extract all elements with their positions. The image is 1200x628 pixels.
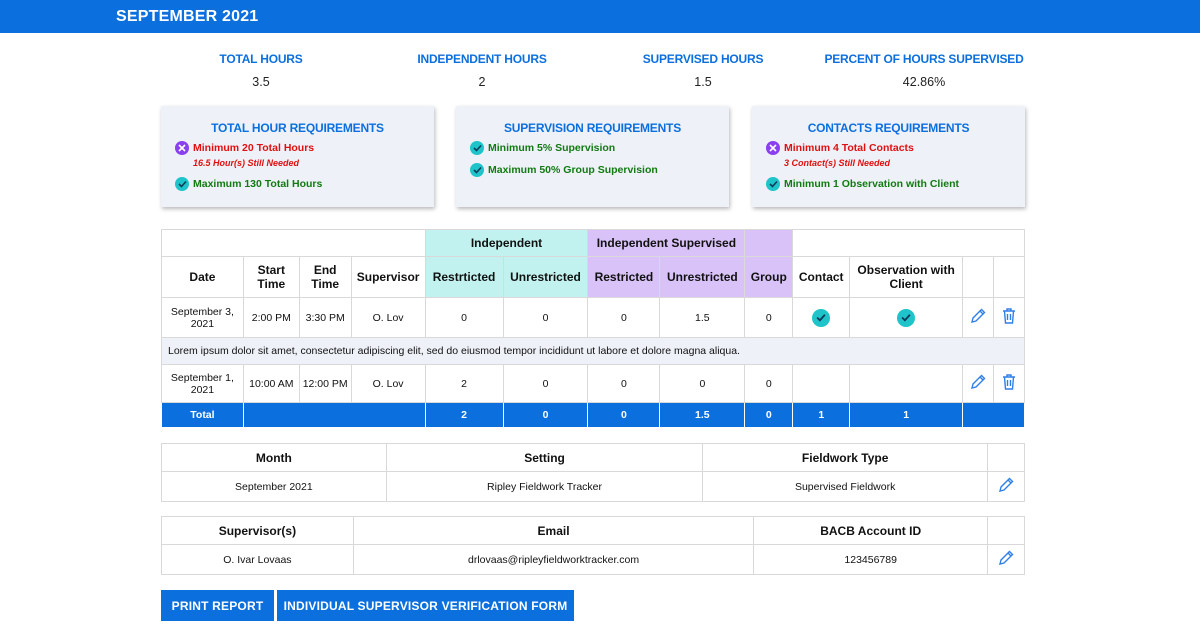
col-start-time: Start Time xyxy=(243,257,299,298)
cell-ind-restricted: 0 xyxy=(425,298,503,338)
col-ind-restricted: Restrticted xyxy=(425,257,503,298)
total-blank xyxy=(963,403,1025,428)
header-fieldwork-type: Fieldwork Type xyxy=(703,444,988,472)
stat-label: PERCENT OF HOURS SUPERVISED xyxy=(824,52,1024,66)
cell-delete xyxy=(993,365,1024,403)
fieldwork-info-table xyxy=(161,443,1025,502)
table-row xyxy=(162,365,1025,403)
value-month: September 2021 xyxy=(162,472,387,502)
page-title: SEPTEMBER 2021 xyxy=(116,8,259,25)
cell-edit xyxy=(987,472,1024,502)
requirement-text: Maximum 50% Group Supervision xyxy=(488,164,658,176)
header-edit xyxy=(987,444,1024,472)
cell-edit xyxy=(988,545,1025,575)
supervisor-verification-form-button[interactable]: INDIVIDUAL SUPERVISOR VERIFICATION FORM xyxy=(277,590,574,621)
cell-date: September 1, 2021 xyxy=(162,365,244,403)
cell-contact xyxy=(793,298,850,338)
check-circle-icon xyxy=(812,309,830,327)
group-spacer-header xyxy=(745,230,793,257)
cell-ind-restricted: 2 xyxy=(425,365,503,403)
stat-percent-supervised xyxy=(824,52,1024,89)
stat-value: 42.86% xyxy=(902,75,946,89)
cell-date: September 3, 2021 xyxy=(162,298,244,338)
requirement-text: Maximum 130 Total Hours xyxy=(193,178,323,190)
cell-end: 3:30 PM xyxy=(299,298,351,338)
cell-start: 2:00 PM xyxy=(243,298,299,338)
cell-supervisor: O. Lov xyxy=(351,298,425,338)
total-ind-restricted: 2 xyxy=(425,403,503,428)
requirement-item xyxy=(175,177,322,191)
total-group: 0 xyxy=(745,403,793,428)
top-bar xyxy=(0,0,1200,33)
requirement-item xyxy=(766,177,959,191)
pencil-icon[interactable] xyxy=(997,476,1015,494)
pencil-icon[interactable] xyxy=(969,307,987,325)
cell-sup-unrestricted: 0 xyxy=(660,365,745,403)
cell-group: 0 xyxy=(745,298,793,338)
cell-contact xyxy=(793,365,850,403)
value-email: drlovaas@ripleyfieldworktracker.com xyxy=(353,545,754,575)
supervisor-info-table xyxy=(161,516,1025,575)
cell-ind-unrestricted: 0 xyxy=(503,365,588,403)
cell-group: 0 xyxy=(745,365,793,403)
check-circle-icon xyxy=(175,177,189,191)
stat-label: INDEPENDENT HOURS xyxy=(417,52,547,66)
stat-value: 3.5 xyxy=(252,75,270,89)
check-circle-icon xyxy=(897,309,915,327)
col-delete xyxy=(993,257,1024,298)
blank-header xyxy=(793,230,1025,257)
requirement-item xyxy=(470,141,615,155)
info-value-row xyxy=(162,545,1025,575)
col-end-time: End Time xyxy=(299,257,351,298)
header-month: Month xyxy=(162,444,387,472)
supervised-group-header: Independent Supervised xyxy=(588,230,745,257)
total-blank xyxy=(243,403,425,428)
print-report-button[interactable]: PRINT REPORT xyxy=(161,590,274,621)
requirement-text: Minimum 20 Total Hours xyxy=(193,142,315,154)
requirement-note: 3 Contact(s) Still Needed xyxy=(784,158,891,168)
stat-label: SUPERVISED HOURS xyxy=(642,52,764,66)
cell-delete xyxy=(993,298,1024,338)
note-text: Lorem ipsum dolor sit amet, consectetur adipiscing elit, sed do eiusmod tempor incididunt ut labore et dolore magna aliqua. xyxy=(162,338,1025,365)
value-fieldwork-type: Supervised Fieldwork xyxy=(703,472,988,502)
header-supervisors: Supervisor(s) xyxy=(162,517,354,545)
total-sup-unrestricted: 1.5 xyxy=(660,403,745,428)
col-edit xyxy=(963,257,994,298)
stat-total-hours xyxy=(161,52,361,89)
row-note xyxy=(162,338,1025,365)
header-edit xyxy=(988,517,1025,545)
stat-supervised-hours xyxy=(603,52,803,89)
check-circle-icon xyxy=(470,163,484,177)
cell-edit xyxy=(963,298,994,338)
value-setting: Ripley Fieldwork Tracker xyxy=(386,472,703,502)
info-value-row xyxy=(162,472,1025,502)
cell-sup-unrestricted: 1.5 xyxy=(660,298,745,338)
x-circle-icon xyxy=(175,141,189,155)
card-title: CONTACTS REQUIREMENTS xyxy=(807,121,970,135)
blank-header xyxy=(162,230,426,257)
supervision-requirements-card xyxy=(456,106,729,207)
col-group: Group xyxy=(745,257,793,298)
x-circle-icon xyxy=(766,141,780,155)
cell-observation xyxy=(850,298,963,338)
col-ind-unrestricted: Unrestricted xyxy=(503,257,588,298)
table-row xyxy=(162,298,1025,338)
value-supervisors: O. Ivar Lovaas xyxy=(162,545,354,575)
requirement-text: Minimum 4 Total Contacts xyxy=(784,142,914,154)
pencil-icon[interactable] xyxy=(997,549,1015,567)
header-email: Email xyxy=(353,517,754,545)
col-supervisor: Supervisor xyxy=(351,257,425,298)
column-header-row xyxy=(162,257,1025,298)
cell-ind-unrestricted: 0 xyxy=(503,298,588,338)
card-title: SUPERVISION REQUIREMENTS xyxy=(503,121,681,135)
card-title: TOTAL HOUR REQUIREMENTS xyxy=(211,121,384,135)
requirement-text: Minimum 1 Observation with Client xyxy=(784,178,960,190)
requirement-item xyxy=(766,141,914,155)
header-bacb: BACB Account ID xyxy=(754,517,988,545)
total-label: Total xyxy=(162,403,244,428)
total-observation: 1 xyxy=(850,403,963,428)
cell-observation xyxy=(850,365,963,403)
requirement-item xyxy=(470,163,658,177)
trash-icon[interactable] xyxy=(1001,373,1017,391)
total-row xyxy=(162,403,1025,428)
col-observation: Observation with Client xyxy=(850,257,963,298)
group-header-row xyxy=(162,230,1025,257)
trash-icon[interactable] xyxy=(1001,307,1017,325)
cell-supervisor: O. Lov xyxy=(351,365,425,403)
stat-label: TOTAL HOURS xyxy=(219,52,303,66)
info-header-row xyxy=(162,444,1025,472)
value-bacb: 123456789 xyxy=(754,545,988,575)
stat-independent-hours xyxy=(382,52,582,89)
requirement-note: 16.5 Hour(s) Still Needed xyxy=(193,158,300,168)
stat-value: 2 xyxy=(478,75,486,89)
col-contact: Contact xyxy=(793,257,850,298)
total-hour-requirements-card xyxy=(161,106,434,207)
hours-log-table xyxy=(161,229,1025,428)
independent-group-header: Independent xyxy=(425,230,588,257)
info-header-row xyxy=(162,517,1025,545)
total-ind-unrestricted: 0 xyxy=(503,403,588,428)
stat-value: 1.5 xyxy=(694,75,712,89)
col-sup-unrestricted: Unrestricted xyxy=(660,257,745,298)
check-circle-icon xyxy=(470,141,484,155)
cell-sup-restricted: 0 xyxy=(588,365,660,403)
col-date: Date xyxy=(162,257,244,298)
cell-sup-restricted: 0 xyxy=(588,298,660,338)
total-contact: 1 xyxy=(793,403,850,428)
requirement-text: Minimum 5% Supervision xyxy=(488,142,616,154)
col-sup-restricted: Restricted xyxy=(588,257,660,298)
cell-edit xyxy=(963,365,994,403)
cell-start: 10:00 AM xyxy=(243,365,299,403)
cell-end: 12:00 PM xyxy=(299,365,351,403)
header-setting: Setting xyxy=(386,444,703,472)
check-circle-icon xyxy=(766,177,780,191)
total-sup-restricted: 0 xyxy=(588,403,660,428)
contacts-requirements-card xyxy=(752,106,1025,207)
pencil-icon[interactable] xyxy=(969,373,987,391)
requirement-item xyxy=(175,141,314,155)
